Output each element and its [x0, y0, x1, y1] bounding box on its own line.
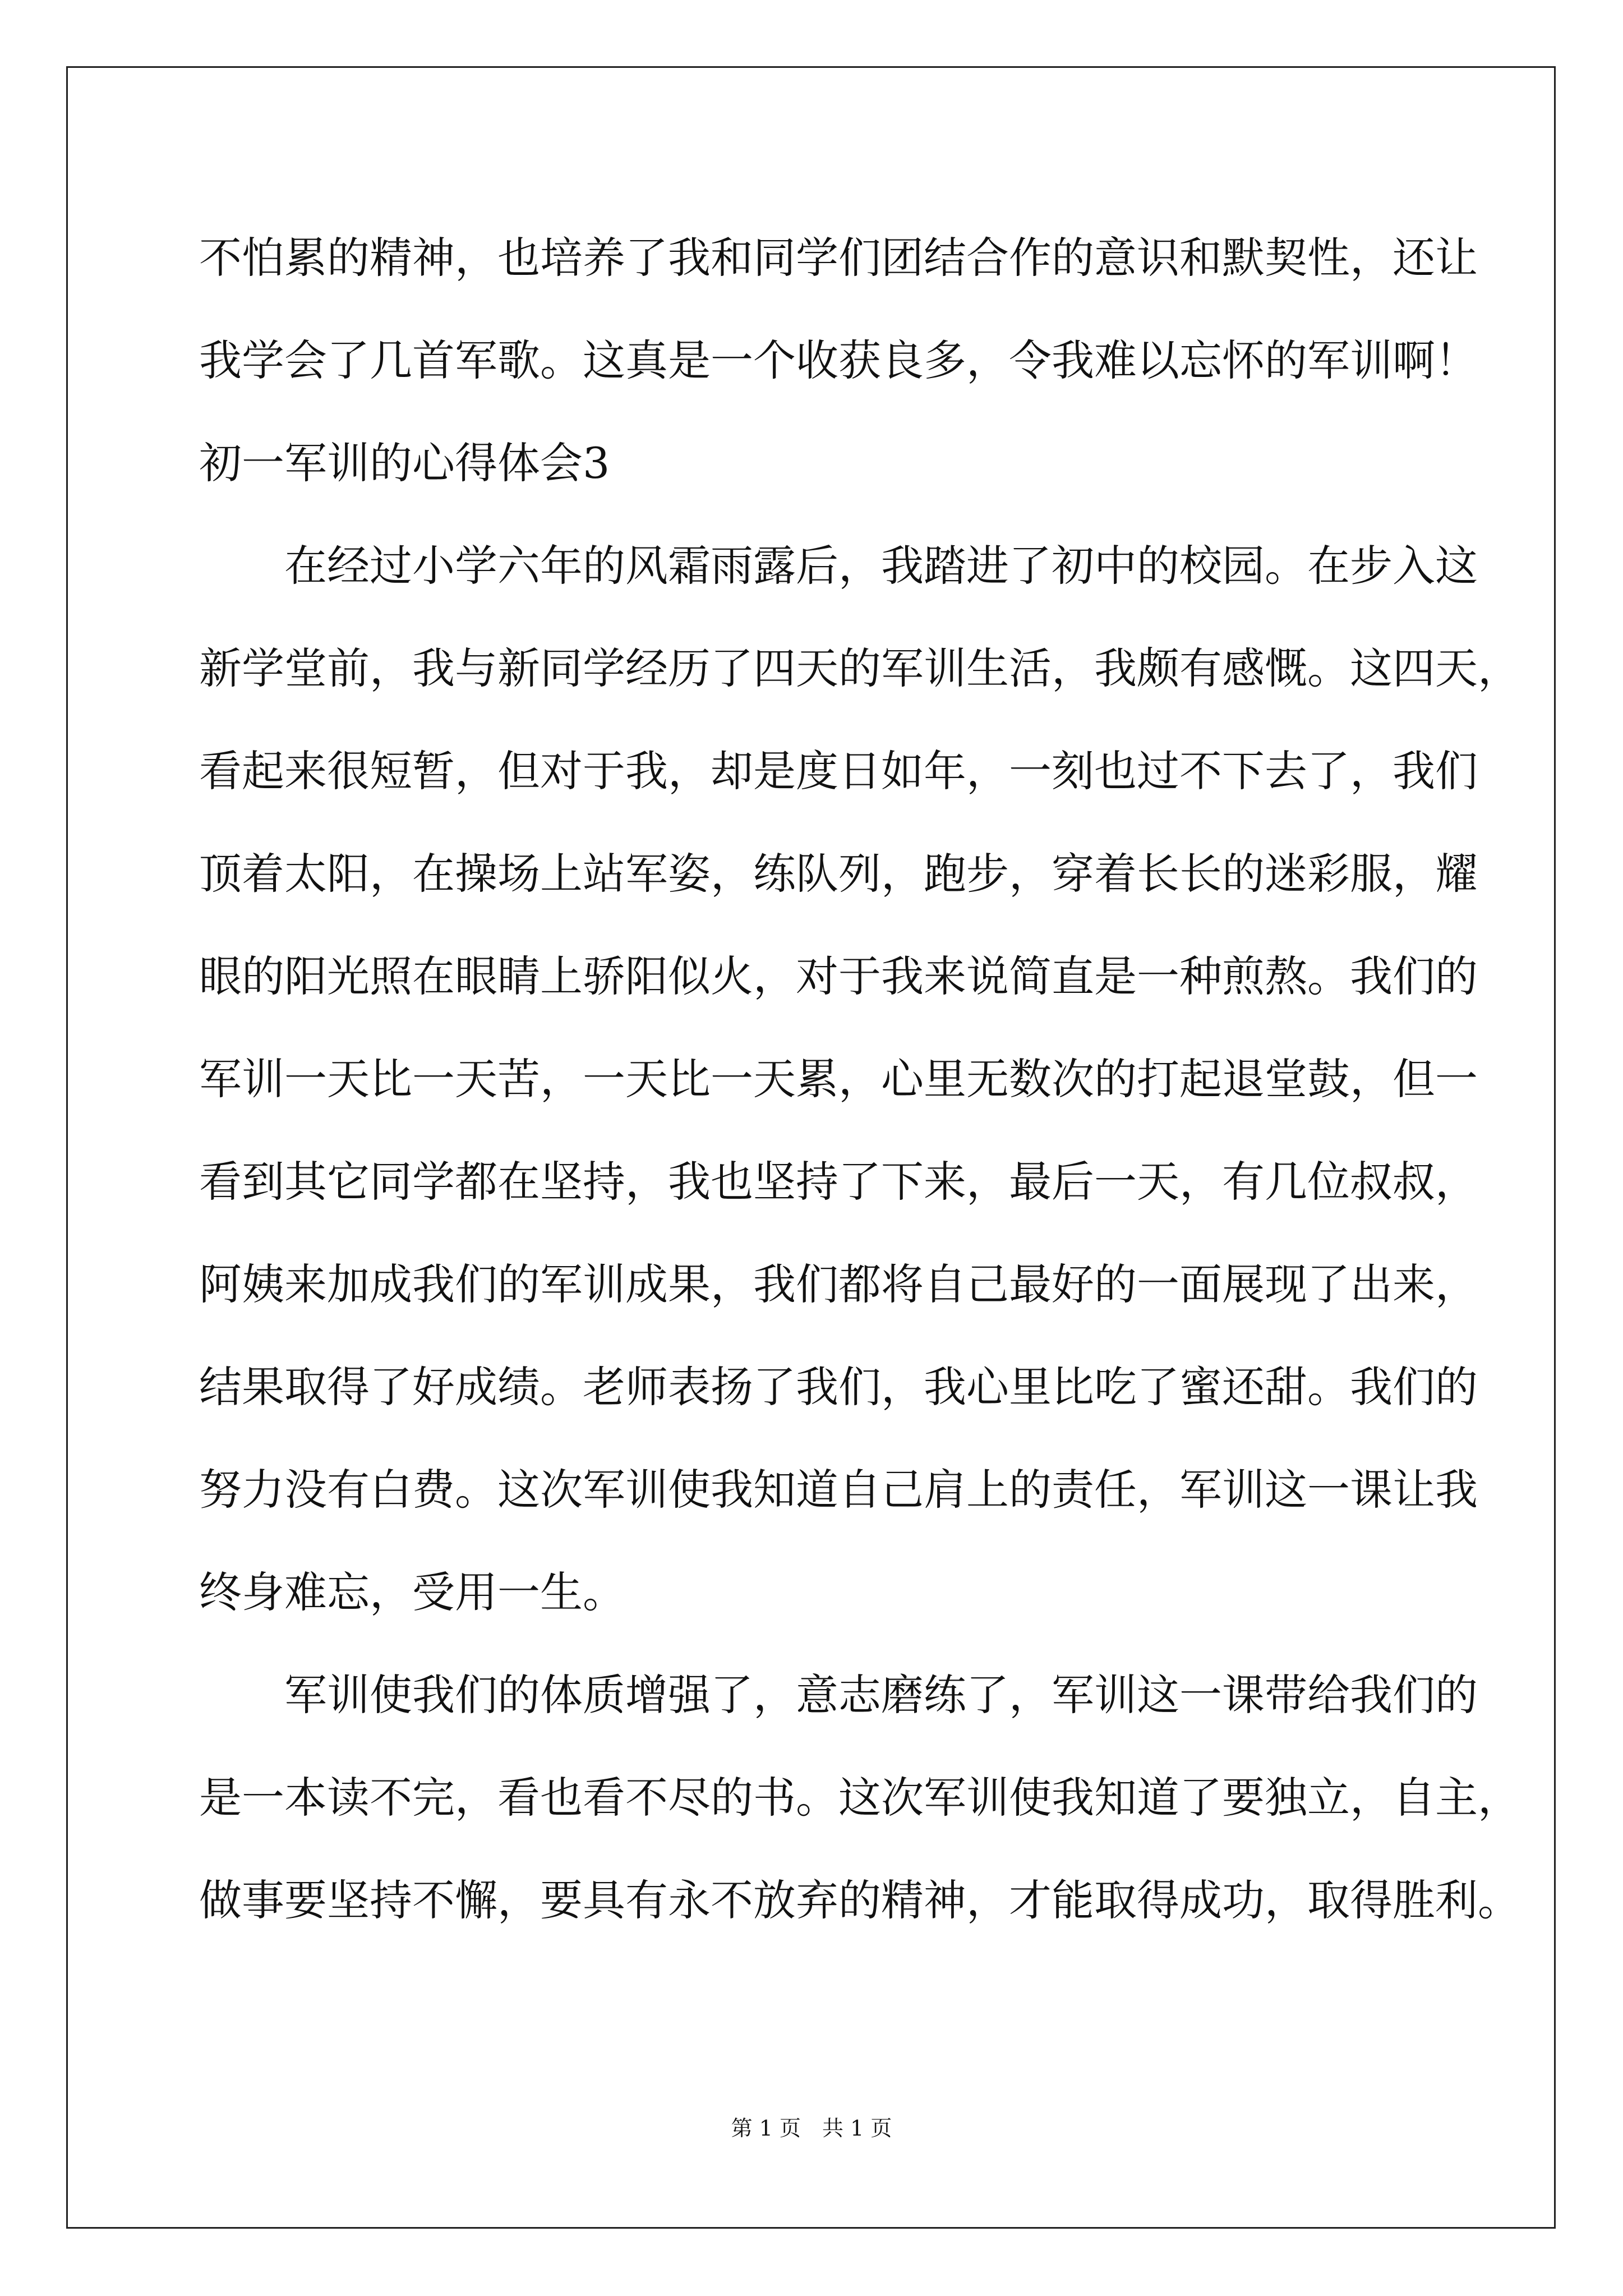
text-line-content: 军训一天比一天苦，一天比一天累，心里无数次的打起退堂鼓，但一 [199, 1054, 1478, 1104]
document-body [199, 206, 1520, 1952]
page-footer [0, 2114, 1623, 2143]
text-line [199, 617, 1520, 720]
text-line [199, 1028, 1478, 1130]
text-line [199, 1336, 1478, 1438]
text-line [199, 1849, 1520, 1952]
text-line-content: 眼的阳光照在眼睛上骄阳似火，对于我来说简直是一种煎熬。我们的 [199, 951, 1478, 1001]
paragraph-first-line [199, 514, 1478, 617]
text-line [199, 1438, 1478, 1541]
text-line-content: 终身难忘，受用一生。 [199, 1567, 625, 1617]
text-line [199, 1541, 1438, 1644]
text-line [199, 925, 1478, 1028]
text-line-content: 看起来很短暂，但对于我，却是度日如年，一刻也过不下去了，我们 [199, 746, 1478, 796]
text-line [199, 309, 1478, 412]
text-line [199, 822, 1478, 925]
page-number-label: 第 1 页 共 1 页 [731, 2116, 892, 2141]
text-line [199, 206, 1478, 309]
text-line [199, 1746, 1520, 1849]
text-line-content: 阿姨来加成我们的军训成果，我们都将自己最好的一面展现了出来， [199, 1259, 1478, 1309]
text-line-content: 军训使我们的体质增强了，意志磨练了，军训这一课带给我们的 [284, 1670, 1478, 1720]
text-line-content: 努力没有白费。这次军训使我知道自己肩上的责任，军训这一课让我 [199, 1465, 1478, 1515]
text-line-content: 结果取得了好成绩。老师表扬了我们，我心里比吃了蜜还甜。我们的 [199, 1362, 1478, 1412]
text-line-content: 看到其它同学都在坚持，我也坚持了下来，最后一天，有几位叔叔， [199, 1157, 1478, 1207]
section-heading-text: 初一军训的心得体会3 [199, 438, 610, 488]
text-line-content: 在经过小学六年的风霜雨露后，我踏进了初中的校园。在步入这 [284, 541, 1478, 591]
text-line-content: 不怕累的精神，也培养了我和同学们团结合作的意识和默契性，还让 [199, 233, 1478, 283]
text-line [199, 1233, 1478, 1336]
text-line-content: 做事要坚持不懈，要具有永不放弃的精神，才能取得成功，取得胜利。 [199, 1875, 1520, 1925]
text-line-content: 顶着太阳，在操场上站军姿，练队列，跑步，穿着长长的迷彩服，耀 [199, 849, 1478, 899]
text-line-content: 新学堂前，我与新同学经历了四天的军训生活，我颇有感慨。这四天， [199, 643, 1520, 693]
text-line-content: 我学会了几首军歌。这真是一个收获良多，令我难以忘怀的军训啊！ [199, 335, 1478, 385]
paragraph-first-line [199, 1644, 1478, 1746]
text-line-content: 是一本读不完，看也看不尽的书。这次军训使我知道了要独立，自主， [199, 1773, 1520, 1823]
text-line [199, 1130, 1478, 1233]
text-line [199, 720, 1478, 822]
section-heading [199, 412, 1438, 514]
